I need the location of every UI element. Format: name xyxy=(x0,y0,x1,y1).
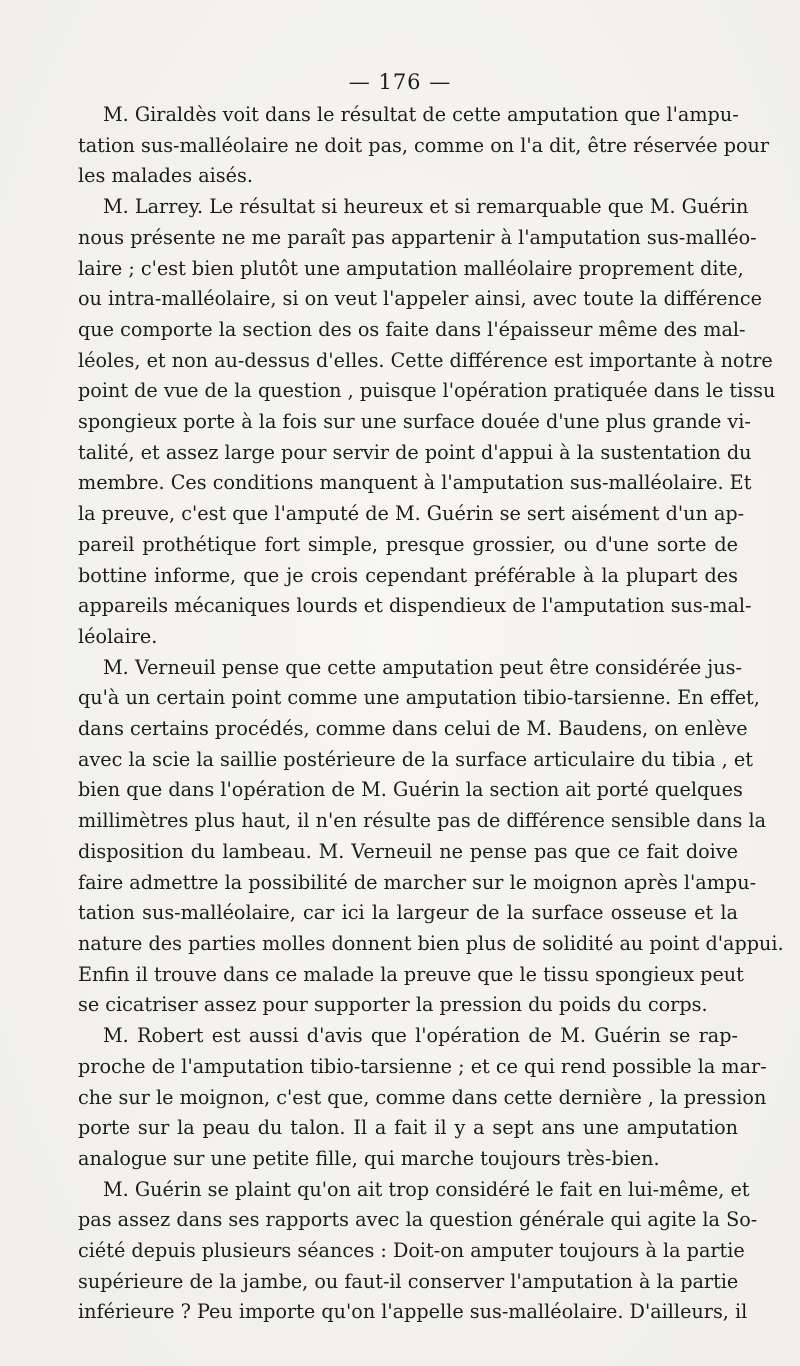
text-line: qu'à un certain point comme une amputation tibio-tarsienne. En effet, xyxy=(78,686,760,710)
text-line: appareils mécaniques lourds et dispendieux de l'amputation sus-mal- xyxy=(78,594,752,618)
text-line: M. Robert est aussi d'avis que l'opération de M. Guérin se rap- xyxy=(103,1024,738,1048)
text-line: spongieux porte à la fois sur une surface douée d'une plus grande vi- xyxy=(78,410,751,434)
text-line: che sur le moignon, c'est que, comme dans cette dernière , la pression xyxy=(78,1085,767,1109)
text-line: point de vue de la question , puisque l'opération pratiquée dans le tissu xyxy=(78,379,776,403)
text-line: nous présente ne me paraît pas appartenir à l'amputation sus-malléo- xyxy=(78,225,757,249)
text-line: faire admettre la possibilité de marcher sur le moignon après l'ampu- xyxy=(78,870,757,894)
text-line: se cicatriser assez pour supporter la pression du poids du corps. xyxy=(78,993,708,1017)
text-line: disposition du lambeau. M. Verneuil ne pense pas que ce fait doive xyxy=(78,839,738,863)
text-line: que comporte la section des os faite dans l'épaisseur même des mal- xyxy=(78,317,746,341)
text-line: la preuve, c'est que l'amputé de M. Guérin se sert aisément d'un ap- xyxy=(78,502,745,526)
text-line: analogue sur une petite fille, qui marche toujours très-bien. xyxy=(78,1146,660,1170)
text-line: ciété depuis plusieurs séances : Doit-on amputer toujours à la partie xyxy=(78,1239,745,1263)
text-line: léolaire. xyxy=(78,624,158,648)
text-line: M. Verneuil pense que cette amputation peut être considérée jus- xyxy=(103,655,742,679)
body-text xyxy=(78,100,784,1328)
text-line: M. Larrey. Le résultat si heureux et si remarquable que M. Guérin xyxy=(103,195,749,219)
paragraph xyxy=(78,100,770,192)
text-line: nature des parties molles donnent bien plus de solidité au point d'appui. xyxy=(78,931,784,955)
paragraph xyxy=(78,1175,758,1329)
text-line: avec la scie la saillie postérieure de la surface articulaire du tibia , et xyxy=(78,747,753,771)
page-number: — 176 — xyxy=(348,70,452,94)
text-line: inférieure ? Peu importe qu'on l'appelle sus-malléolaire. D'ailleurs, il xyxy=(78,1300,748,1324)
text-line: membre. Ces conditions manquent à l'amputation sus-malléolaire. Et xyxy=(78,471,752,495)
text-line: laire ; c'est bien plutôt une amputation malléolaire proprement dite, xyxy=(78,256,744,280)
text-line: talité, et assez large pour servir de point d'appui à la sustentation du xyxy=(78,440,752,464)
text-line: tation sus-malléolaire, car ici la largeur de la surface osseuse et la xyxy=(78,901,738,925)
text-line: millimètres plus haut, il n'en résulte pas de différence sensible dans la xyxy=(78,809,767,833)
paragraph xyxy=(78,192,776,653)
text-line: les malades aisés. xyxy=(78,164,253,188)
text-line: dans certains procédés, comme dans celui de M. Baudens, on enlève xyxy=(78,717,748,741)
text-line: M. Guérin se plaint qu'on ait trop considéré le fait en lui-même, et xyxy=(103,1177,750,1201)
paragraph xyxy=(78,1021,767,1175)
text-line: porte sur la peau du talon. Il a fait il y a sept ans une amputation xyxy=(78,1116,738,1140)
text-line: léoles, et non au-dessus d'elles. Cette différence est importante à notre xyxy=(78,348,773,372)
paragraph xyxy=(78,653,784,1021)
text-line: supérieure de la jambe, ou faut-il conserver l'amputation à la partie xyxy=(78,1269,739,1293)
text-line: tation sus-malléolaire ne doit pas, comme on l'a dit, être réservée pour xyxy=(78,133,770,157)
text-line: bottine informe, que je crois cependant préférable à la plupart des xyxy=(78,563,738,587)
text-line: proche de l'amputation tibio-tarsienne ; et ce qui rend possible la mar- xyxy=(78,1054,767,1078)
text-line: Enfin il trouve dans ce malade la preuve que le tissu spongieux peut xyxy=(78,962,744,986)
text-line: M. Giraldès voit dans le résultat de cette amputation que l'ampu- xyxy=(103,103,739,126)
text-line: bien que dans l'opération de M. Guérin la section ait porté quelques xyxy=(78,778,743,802)
text-line: ou intra-malléolaire, si on veut l'appeler ainsi, avec toute la différence xyxy=(78,287,762,311)
text-line: pas assez dans ses rapports avec la question générale qui agite la So- xyxy=(78,1208,758,1232)
text-line: pareil prothétique fort simple, presque grossier, ou d'une sorte de xyxy=(78,532,738,556)
